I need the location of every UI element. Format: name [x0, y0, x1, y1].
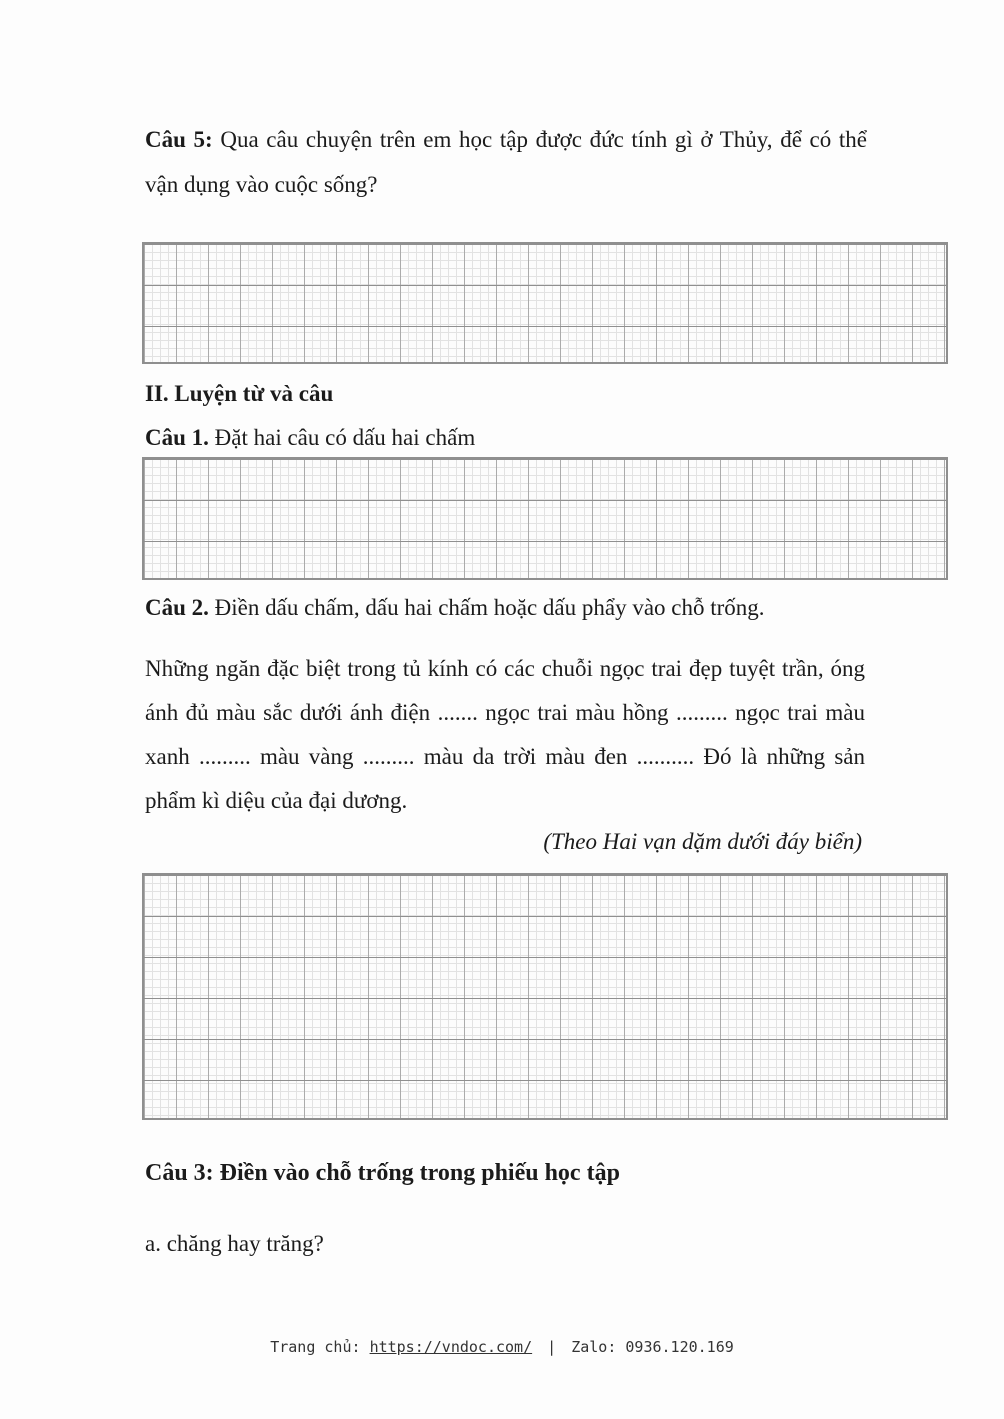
section-heading: II. Luyện từ và câu — [145, 381, 334, 406]
question-2-label: Câu 2. — [145, 595, 209, 620]
page-footer — [0, 1338, 1004, 1356]
question-2-passage: Những ngăn đặc biệt trong tủ kính có các chuỗi ngọc trai đẹp tuyệt trần, óng ánh đủ màu sắc dưới ánh điện ....... ngọc trai màu hồng ......... ngọc trai màu xanh ......... màu vàng ......... màu da trời màu đen .......... Đó là những sản phẩm kì diệu của đại dương. — [145, 656, 865, 813]
question-1-text: Đặt hai câu có dấu hai chấm — [214, 425, 476, 450]
question-5 — [145, 117, 867, 207]
writing-grid-answer-1 — [142, 457, 948, 580]
question-3-item-a: a. chăng hay trăng? — [145, 1231, 324, 1256]
footer-separator: | — [547, 1338, 557, 1356]
zalo-number: 0936.120.169 — [625, 1338, 734, 1356]
question-3-text: Điền vào chỗ trống trong phiếu học tập — [219, 1160, 620, 1186]
home-label: Trang chủ: — [270, 1338, 361, 1356]
question-5-label: Câu 5: — [145, 127, 213, 152]
question-2 — [145, 585, 867, 630]
home-link[interactable]: https://vndoc.com/ — [369, 1338, 533, 1356]
passage-source: (Theo Hai vạn dặm dưới đáy biển) — [543, 829, 862, 854]
writing-grid-answer-2 — [142, 873, 948, 1120]
question-1-label: Câu 1. — [145, 425, 209, 450]
question-2-text: Điền dấu chấm, dấu hai chấm hoặc dấu phẩy vào chỗ trống. — [214, 595, 765, 620]
question-3 — [145, 1157, 620, 1189]
question-3-label: Câu 3: — [145, 1160, 214, 1186]
zalo-label: Zalo: — [571, 1338, 617, 1356]
question-5-text: Qua câu chuyện trên em học tập được đức tính gì ở Thủy, để có thể vận dụng vào cuộc sống? — [145, 127, 867, 197]
question-1 — [145, 415, 867, 460]
writing-grid-answer-5 — [142, 242, 948, 364]
